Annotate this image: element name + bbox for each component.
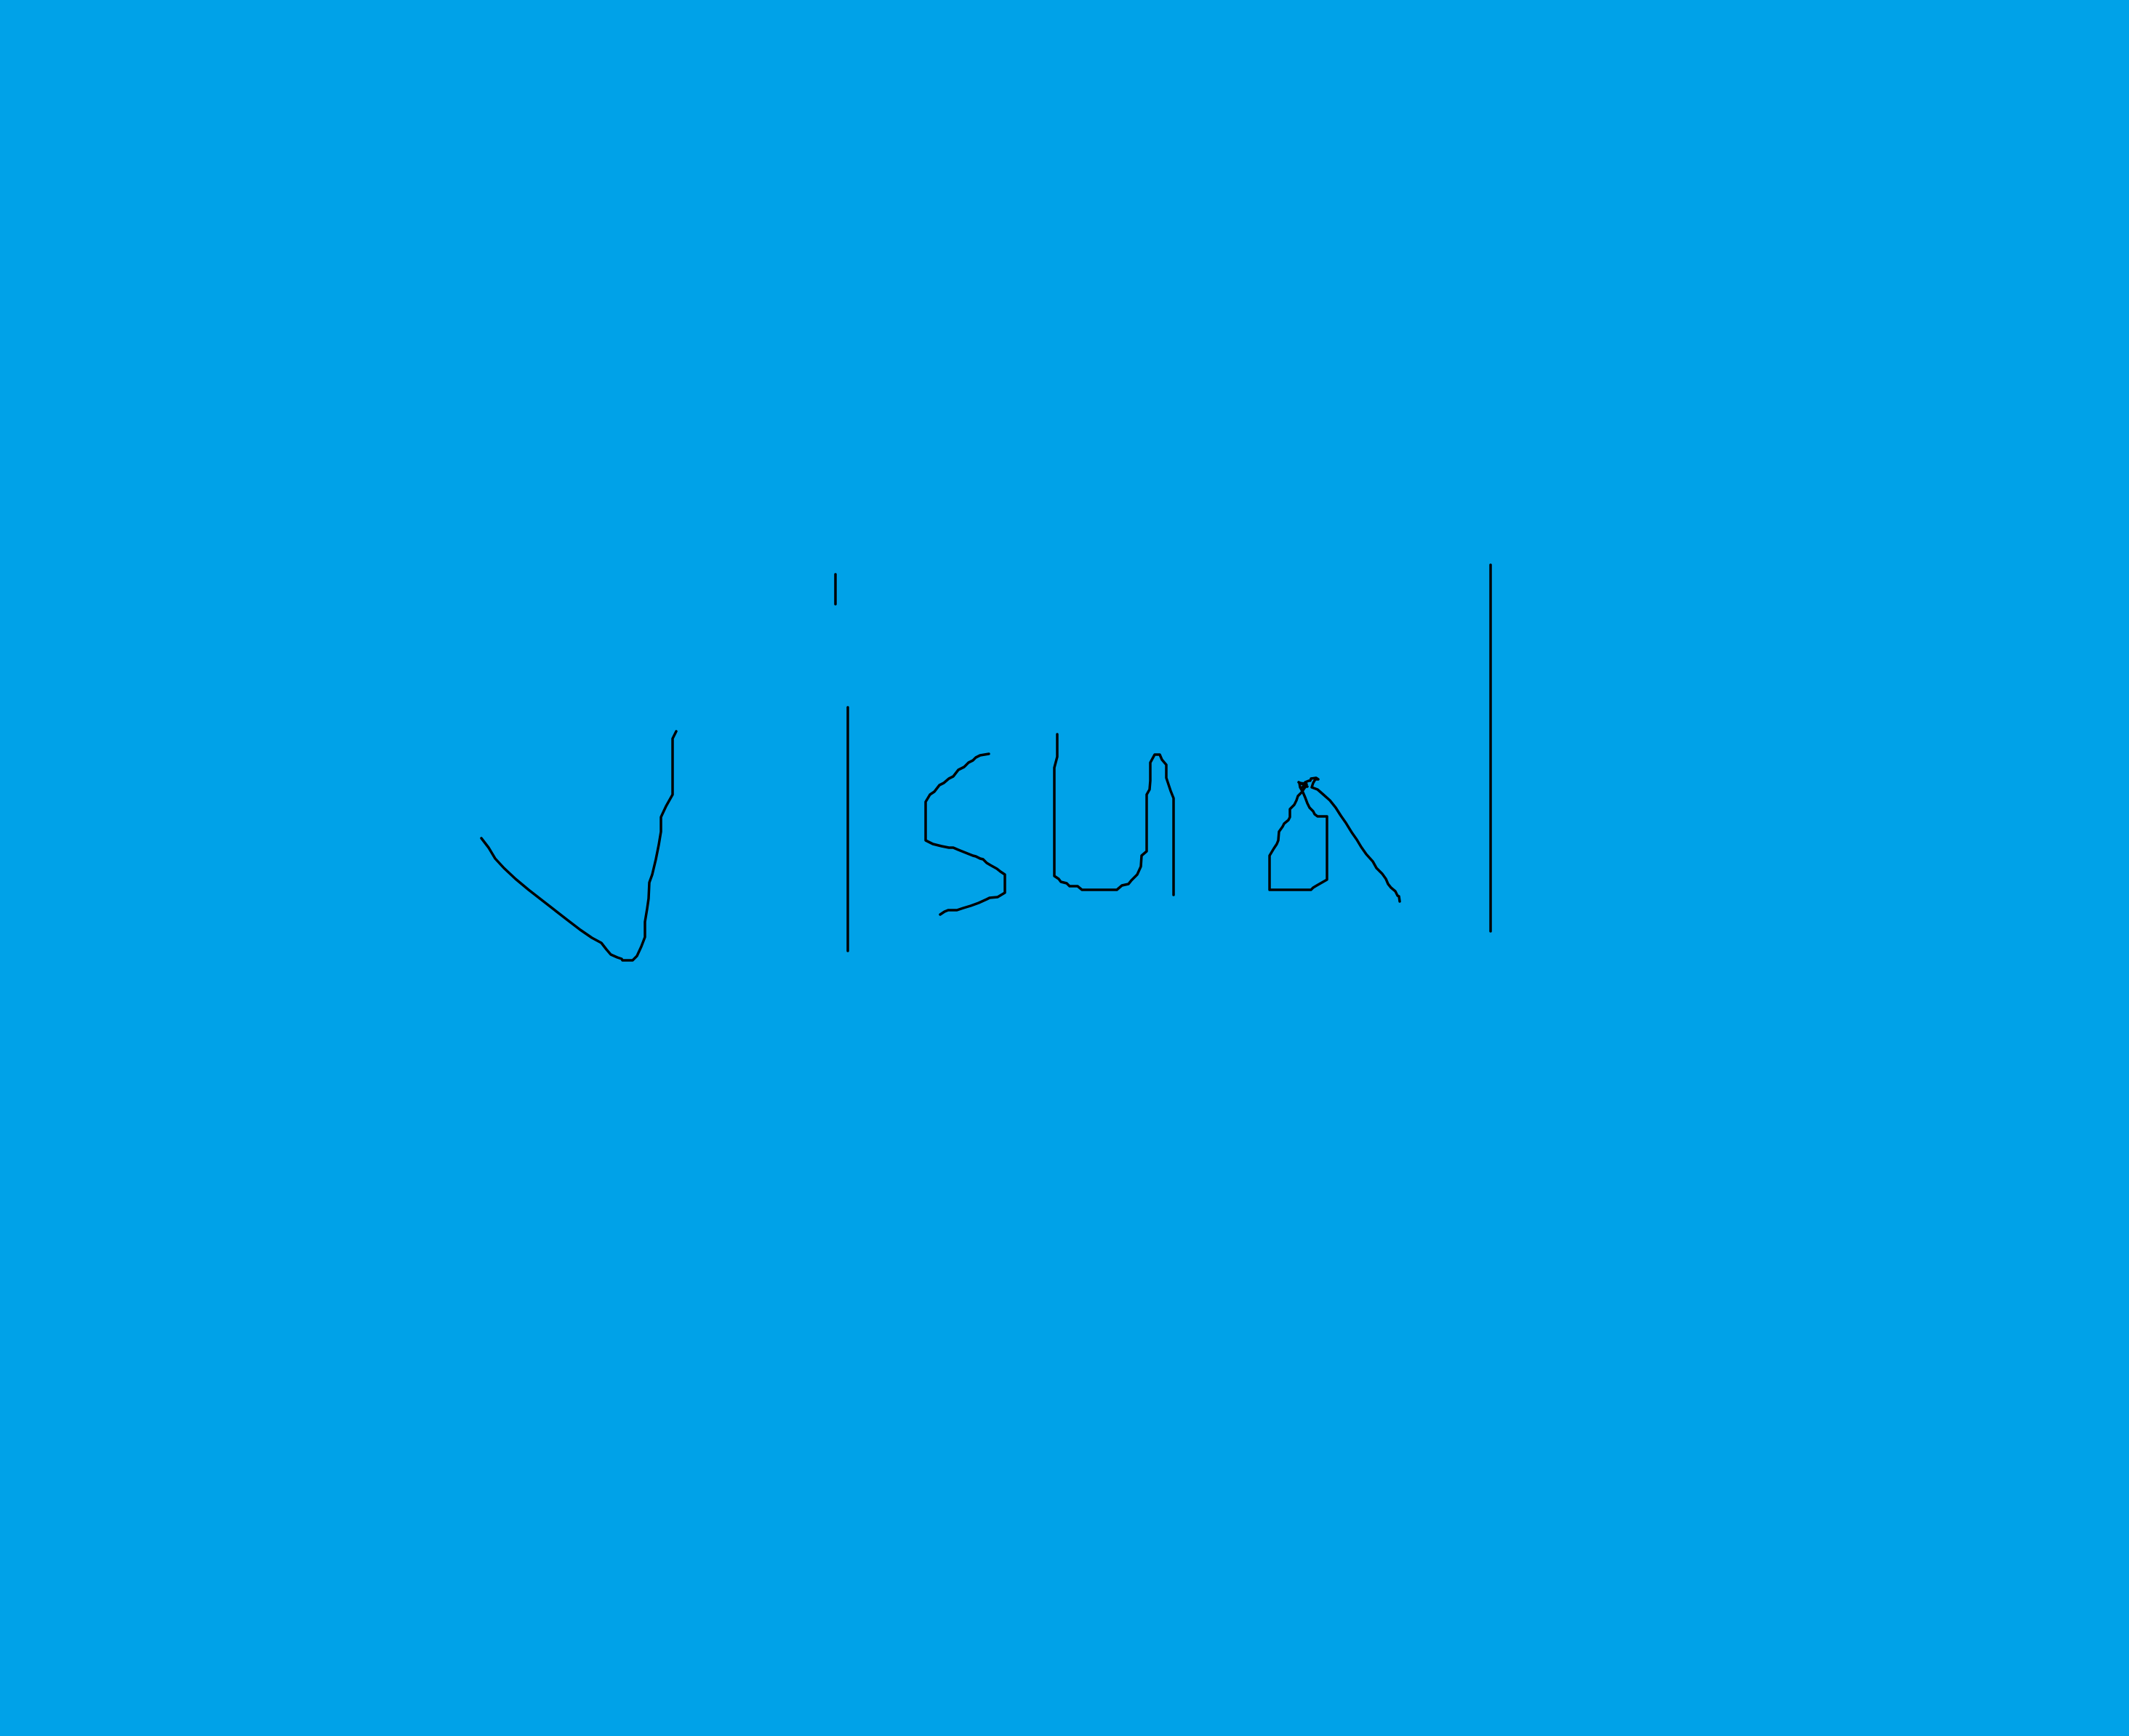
letter-u-stroke <box>1054 734 1174 895</box>
letter-a-tail-stroke <box>1302 778 1400 901</box>
letter-s-stroke <box>926 754 1005 915</box>
letter-a-loop-stroke <box>1270 783 1327 890</box>
letter-v-stroke <box>481 731 676 960</box>
